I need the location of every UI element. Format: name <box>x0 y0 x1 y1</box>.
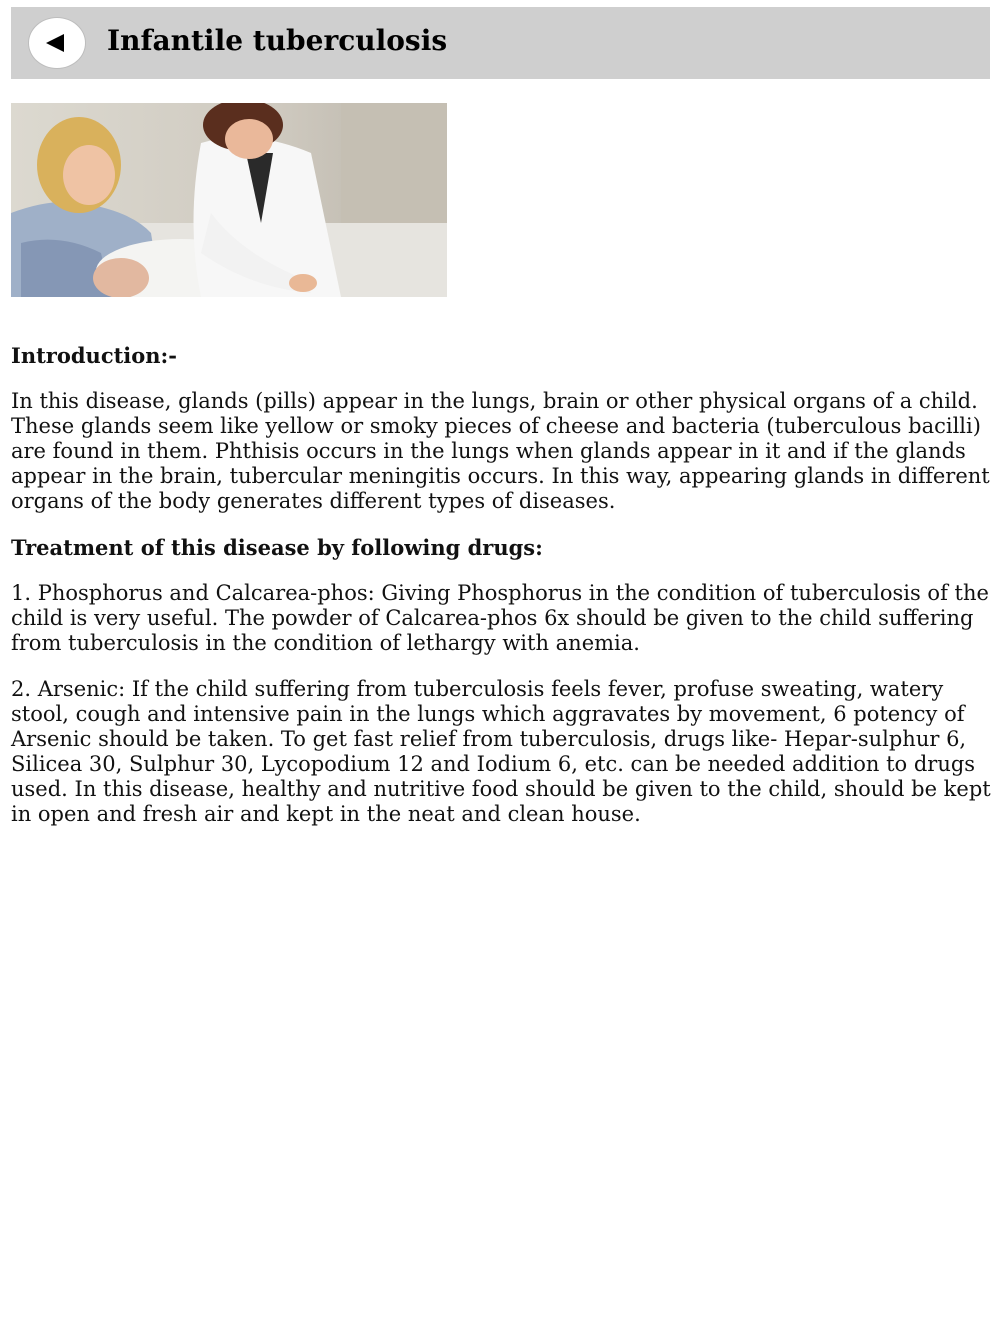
article-image <box>11 103 447 297</box>
treatment-heading: Treatment of this disease by following drugs: <box>11 535 543 560</box>
treatment-paragraph-2: 2. Arsenic: If the child suffering from tuberculosis feels fever, profuse sweating, watery stool, cough and intensive pain in the lungs which aggravates by movement, 6 potency of Arsenic should be taken. To get fast relief from tuberculosis, drugs like- Hepar-sulphur 6, Silicea 30, Sulphur 30, Lycopodium 12 and Iodium 6, etc. can be needed addition to drugs used. In this disease, healthy and nutritive food should be given to the child, should be kept in open and fresh air and kept in the neat and clean house. <box>11 677 991 826</box>
treatment-paragraph-1: 1. Phosphorus and Calcarea-phos: Giving Phosphorus in the condition of tuberculosis of the child is very useful. The powder of Calcarea-phos 6x should be given to the child suffering from tuberculosis in the condition of lethargy with anemia. <box>11 581 989 655</box>
photo-nurse-mother-baby <box>11 103 447 297</box>
intro-heading: Introduction:- <box>11 343 178 368</box>
article-body <box>11 343 993 848</box>
intro-paragraph: In this disease, glands (pills) appear in the lungs, brain or other physical organs of a child. These glands seem like yellow or smoky pieces of cheese and bacteria (tuberculous bacilli) are found in them. Phthisis occurs in the lungs when glands appear in it and if the glands appear in the brain, tubercular meningitis occurs. In this way, appearing glands in different organs of the body generates different types of diseases. <box>11 389 990 513</box>
back-button[interactable] <box>28 17 86 69</box>
app-header <box>11 7 990 79</box>
back-arrow-icon <box>46 34 64 52</box>
page-title: Infantile tuberculosis <box>107 24 448 57</box>
